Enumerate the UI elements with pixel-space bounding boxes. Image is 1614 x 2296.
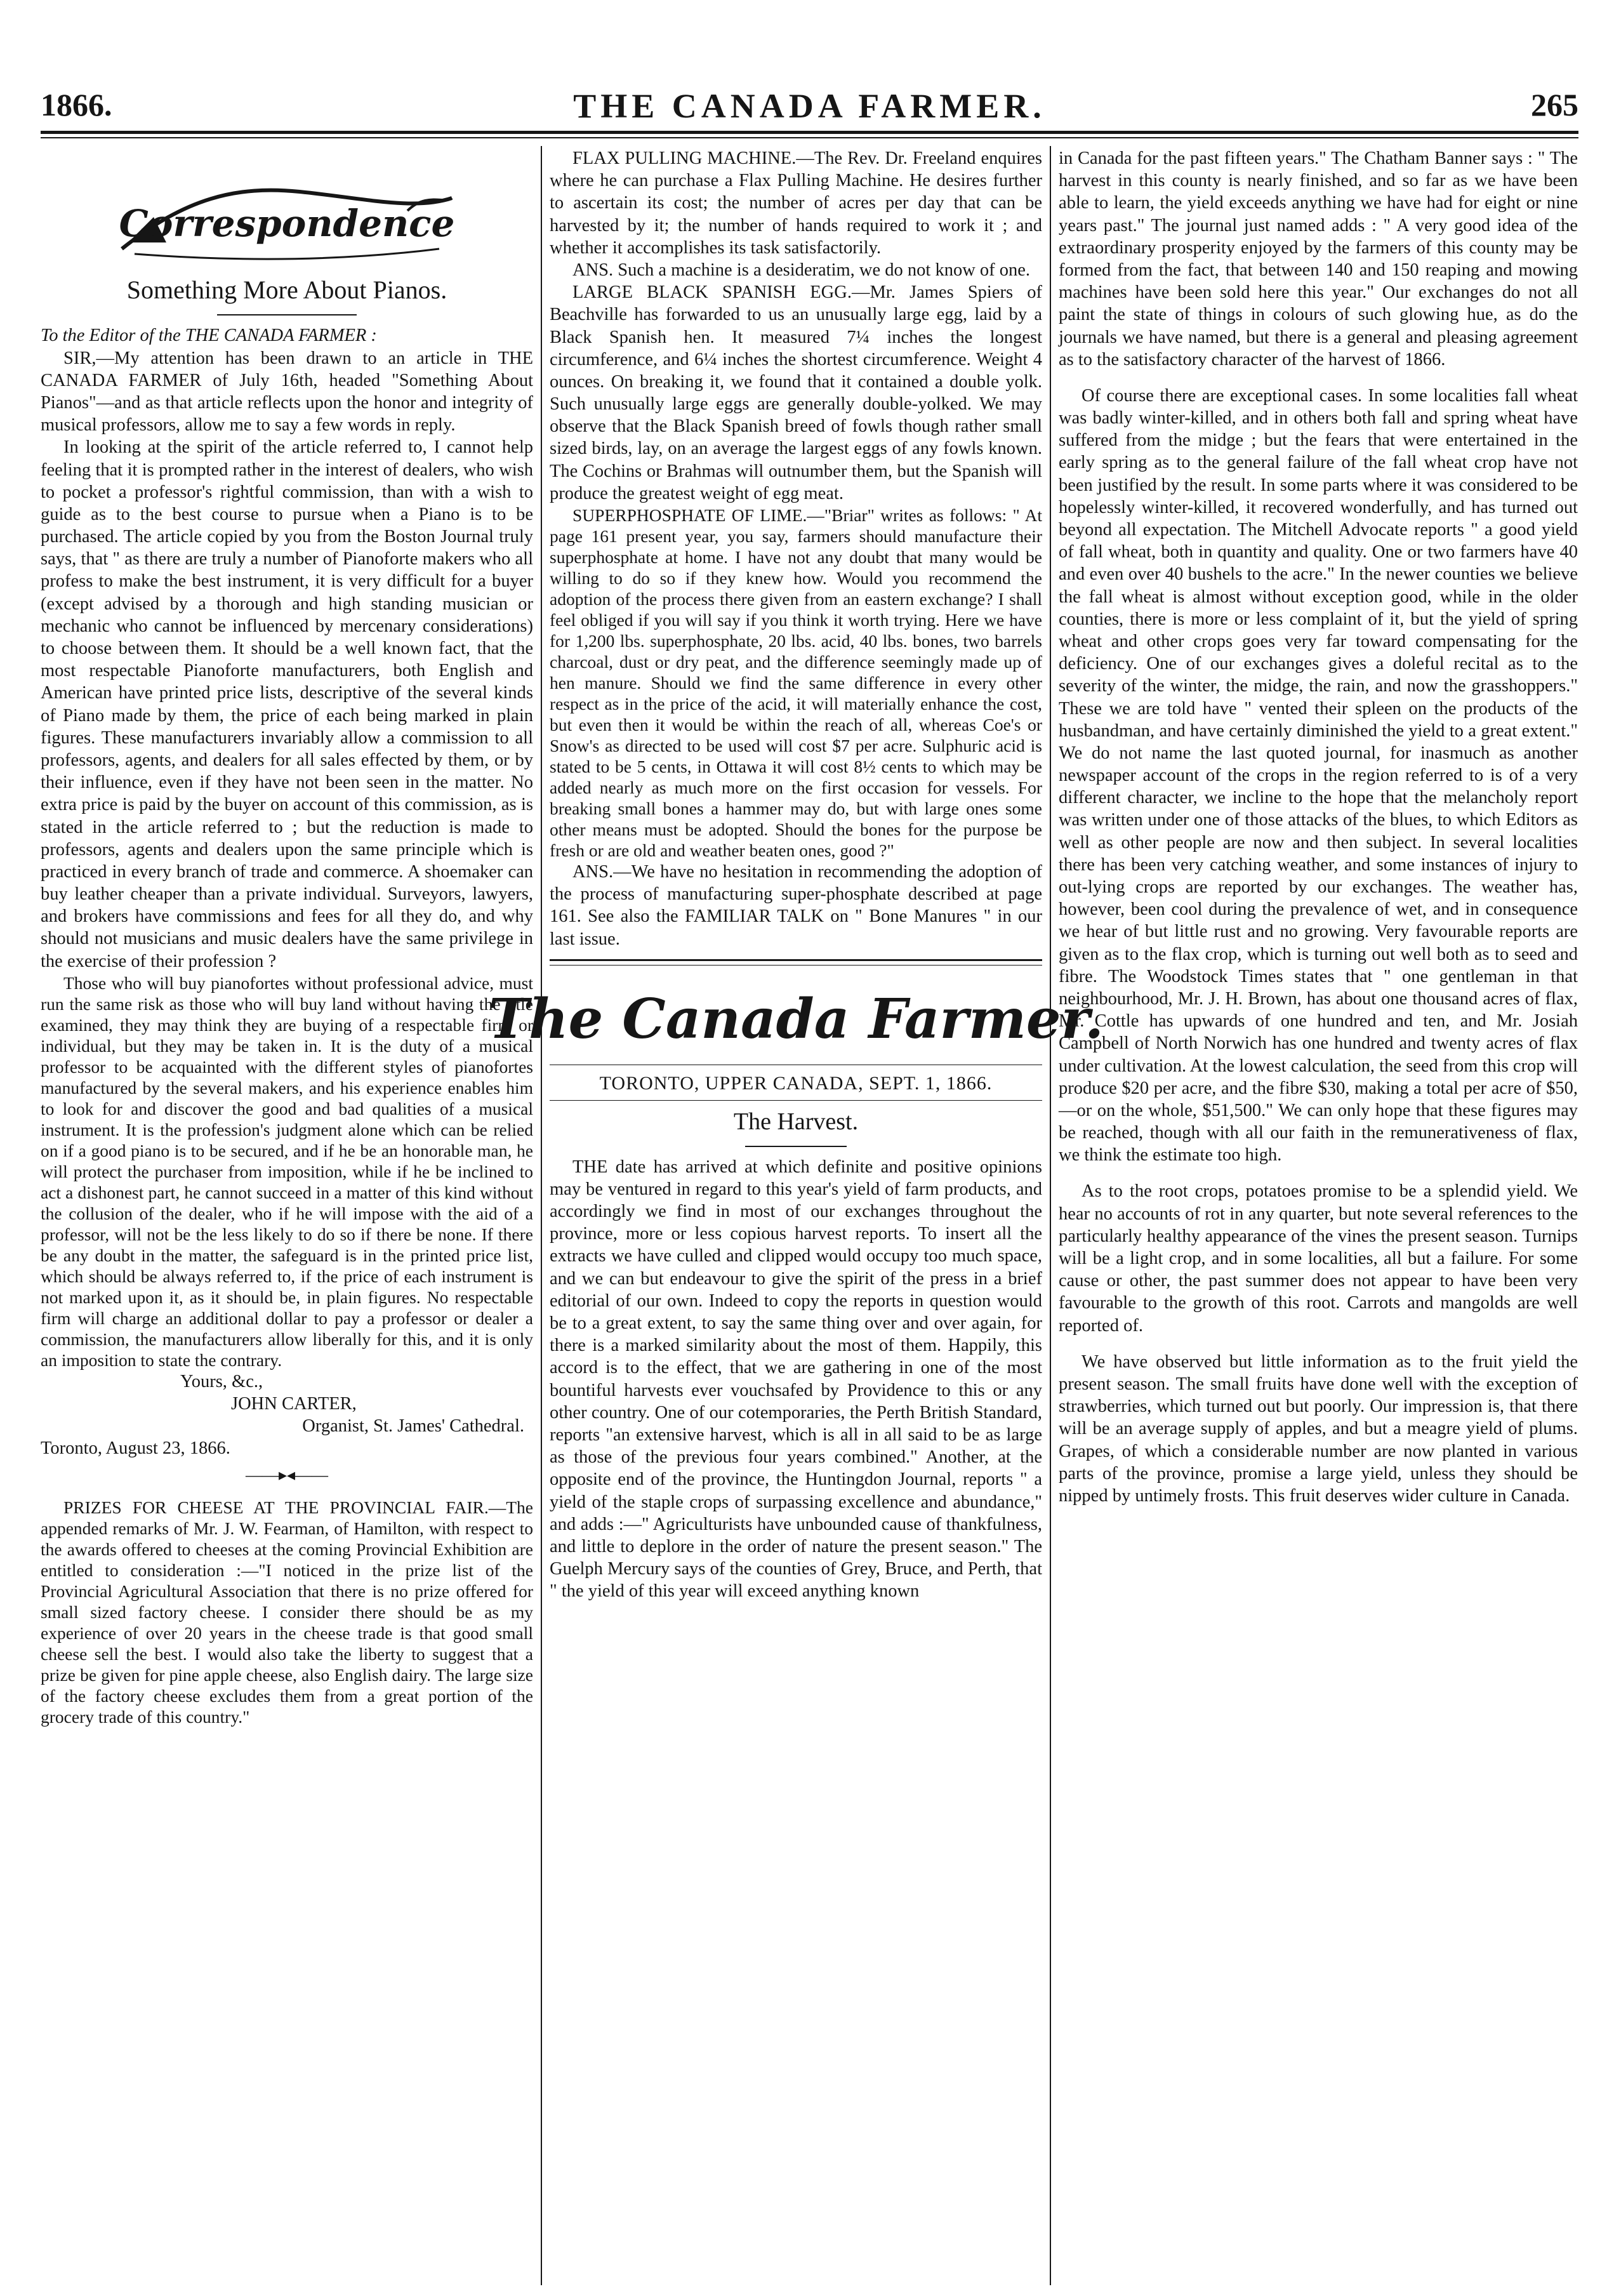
newspaper-title: THE CANADA FARMER. [573,87,1046,125]
dateline-rule [550,1100,1042,1101]
page-number: 265 [1531,87,1578,123]
signature-place: Toronto, August 23, 1866. [41,1438,230,1459]
nameplate [488,979,1104,1056]
correspondence-logo-text: Correspondence [119,202,455,245]
column-divider-2 [1050,146,1051,2285]
paragraph-fruit: We have observed but little information as to the fruit yield the present season. The small fruits have done well with the exception of strawberries, which turned out but poorly. Our impression is, that there will be an average supply of apples, and but a meagre yield of plums. Grapes, of which a considerable number are now planted in various parts of the province, promise a large yield, unless they should be nipped by untimely frosts. This fruit deserves wider culture in Canada. [1059,1351,1578,1506]
paragraph-answer: ANS.—We have no hesitation in recommending the adoption of the process of manufacturing super-phosphate described at page 161. See also the FAMILIAR TALK on " Bone Manures " in our last issue. [550,862,1042,949]
signature-name: JOHN CARTER, [231,1394,357,1414]
section-rule-thin [550,965,1042,966]
paragraph: In looking at the spirit of the article referred to, I cannot help feeling that it is prompted rather in the interest of dealers, who wish to pocket a professor's rightful commission, than with a wish to guide as to the best course to pursue when a Piano is to be purchased. The article copied by you from the Boston Journal truly says, that " as there are truly a number of Pianoforte makers who all profess to make the best instrument, it is very difficult for a buyer (except advised by a thorough and high standing musician or mechanic who cannot be influenced by mercenary considerations) to choose between them. It should be a well known fact, that the most respectable Pianoforte manufacturers, both English and American have printed price lists, descriptive of the several kinds of Piano made by them, the price of each being marked in plain figures. These manufacturers invariably allow a commission to all professors, agents, and dealers for all sales effected by them, or by their influence, even if they have not been seen in the matter. No extra price is paid by the buyer on account of this commission, as is stated in the article referred to ; but the reduction is made to professors, agents and dealers upon the same principle which is practiced in every branch of trade and commerce. A shoemaker can buy leather cheaper than a private individual. Surveyors, lawyers, and brokers have commissions and fees for all they do, and why should not musicians and music dealers have the same privilege in the exercise of their profession ? [41,437,533,971]
page-year: 1866. [41,87,112,123]
paragraph-answer: ANS. Such a machine is a desideratim, we do not know of one. [572,260,1031,280]
column-3 [1059,147,1578,1507]
paragraph: Of course there are exceptional cases. In some localities fall wheat was badly winter-killed, and in others both fall and spring wheat have suffered from the midge ; but the fears that were entertained in the early spring as to the general failure of the fall wheat crop have not been justified by the result. In some parts where it was considered to be hopelessly winter-killed, it recovered wonderfully, and has turned out beyond all expectation. The Mitchell Advocate reports " a good yield of fall wheat, both in quantity and quality. One or two farmers have 40 and even over 40 bushels to the acre." In the newer counties we believe the fall wheat is almost without exception good, while in the older counties, there is more or less complaint of it, but the yield of spring wheat and other crops goes very far toward compensating for the deficiency. One of our exchanges gives a doleful recital as to the severity of the winter, the midge, the rain, and now the grasshoppers." These we are told have " vented their spleen on the products of the husbandman, and have certainly diminished the yield to a great extent." We do not name the last quoted journal, for inasmuch as another newspaper account of the crops in the region referred to is of a very different character, we incline to the hope that the melancholy report was written under one of those attacks of the blues, to which Editors as well as other people are now and then subject. In several localities there has been very catching weather, and some instances of injury to out-lying crops are reported by our exchanges. The weather has, however, been cool during the prevalence of wet, and in consequence we hear of but little rust and no growing. Very favourable reports are given as to the flax crop, which is turning out well both as to seed and fibre. The Woodstock Times states that " one gentleman in that neighbourhood, Mr. J. H. Brown, has about one thousand acres of flax, Mr. Cottle has upwards of one hundred and ten, and Mr. Josiah Campbell of North Norwich has one hundred and twenty acres of flax under cultivation. At the lowest calculation, the seed from this crop will produce $20 per acre, and the fibre $30, making a total per acre of $50,—or on the whole, $51,500." We can only hope that these figures may be reached, though with all our faith in the remunerativeness of flax, we think the estimate too high. [1059,385,1578,1165]
paragraph-cheese-prizes: PRIZES FOR CHEESE AT THE PROVINCIAL FAIR.—The appended remarks of Mr. J. W. Fearman, of Hamilton, with respect to the awards offered to cheeses at the coming Provincial Exhibition are entitled to consideration :—"I noticed in the prize list of the Provincial Agricultural Association that there is no prize offered for small sized factory cheese. I consider there should be as my experience of over 20 years in the cheese trade is that good small cheese sell the best. I would also take the liberty to suggest that a prize be given for pine apple cheese, also English dairy. The large size of the factory cheese excludes them from a great portion of the grocery trade of this country." [41,1497,533,1727]
section-rule [550,959,1042,961]
article-heading-pianos: Something More About Pianos. [126,275,447,304]
nameplate-text: The Canada Farmer. [488,986,1104,1051]
paragraph-harvest-cont: in Canada for the past fifteen years." The Chatham Banner says : " The harvest in this county is nearly finished, and so far as we have been able to learn, the yield exceeds anything we have had for eight or nine years past." The journal just named adds : " A very good idea of the extraordinary prosperity enjoyed by the farmers of this county may be formed from the fact, that between 140 and 150 reaping and mowing machines have been sold here this year." Our exchanges do not all paint the state of things in colours of such glowing hue, as do the journals we have named, but there is a general and pleasing agreement as to the satisfactory character of the harvest of 1866. [1059,149,1578,369]
header-rule-thin [41,137,1578,138]
article-heading-harvest: The Harvest. [733,1108,859,1135]
column-divider-1 [541,146,542,2285]
signature-yours: Yours, &c., [180,1371,263,1391]
paragraph: SIR,—My attention has been drawn to an article in THE CANADA FARMER of July 16th, headed "Something About Pianos"—and as that article reflects upon the honor and integrity of musical professors, allow me to say a few words in reply. [41,348,533,435]
salutation: To the Editor of the THE CANADA FARMER : [41,326,377,346]
header-rule [41,131,1578,134]
paragraph: Those who will buy pianofortes without professional advice, must run the same risk as those who will buy land without having the title examined, they may think they are buying of a respectable firm or individual, but they may be taken in. It is the duty of a musical professor to be acquainted with the different styles of pianofortes manufactured by the several makers, and his experience enables him to look for and discover the good and bad qualities of a musical instrument. It is the profession's judgment alone which can be relied on if a good piano is to be secured, and if he be an honorable man, he will protect the purchaser from imposition, while if he be inclined to act a dishonest part, he cannot succeed in a matter of this kind without the collusion of the dealer, who if he will impose with the aid of a professor, will not be the less likely to do so if there be none. If there be any doubt in the matter, the safeguard is in the printed price list, which should be always referred to, if the price of each instrument is not marked upon it, as it should be, in plain figures. No respectable firm will charge an additional dollar to pay a professor or dealer a commission, the manufacturers allow liberally for this, and it is only an imposition to state the contrary. [41,972,533,1370]
heading-rule [217,314,357,315]
heading-rule [745,1146,847,1147]
paragraph-harvest: THE date has arrived at which definite and positive opinions may be ventured in regard to this year's yield of farm products, and accordingly we find in most of our exchanges throughout the province, more or less copious harvest reports. To insert all the extracts we have culled and clipped would occupy too much space, and we can but endeavour to give the spirit of the press in a brief editorial of our own. Indeed to copy the reports in question would be to a great extent, to say the same thing over and over again, for there is a marked similarity about the most of them. Happily, this accord is to the effect, that we are gathering in one of the most bountiful harvests ever vouchsafed by Providence to this or any other country. One of our cotemporaries, the Perth British Standard, reports "an extensive harvest, which is all in all said to be as large as those of the previous four years combined." Another, at the opposite end of the province, the Huntingdon Journal, reports " a yield of the staple crops of surpassing excellence and abundance," and adds :—" Agriculturists have unbounded cause of thankfulness, and little to deplore in the order of nature the present season." The Guelph Mercury says of the counties of Grey, Bruce, and Perth, that " the yield of this year will exceed anything known [550,1157,1042,1602]
paragraph-spanish-egg: LARGE BLACK SPANISH EGG.—Mr. James Spiers of Beachville has forwarded to us an unusually large egg, laid by a Black Spanish hen. It measured 7¼ inches the longest circumference, and 6¼ inches the shortest circumference. Weight 4 ounces. On breaking it, we found that it contained a double yolk. Such unusually large eggs are generally double-yolked. We may observe that the Black Spanish breed of fowls though rather small sized birds, lay, on an average the largest eggs of any fowls known. The Cochins or Brahmas will outnumber them, but the Spanish will produce the greatest weight of egg meat. [550,282,1042,503]
column-2 [488,147,1104,1602]
paragraph-flax-machine: FLAX PULLING MACHINE.—The Rev. Dr. Freeland enquires where he can purchase a Flax Pulling Machine. He desires further to ascertain its cost; the number of acres per day that can be harvested by it; the number of hands required to work it ; and whether it accomplishes its task satisfactorily. [550,149,1042,258]
divider-ornament: ——▸◂—— [245,1465,329,1484]
signature-title: Organist, St. James' Cathedral. [302,1416,524,1437]
dateline: TORONTO, UPPER CANADA, SEPT. 1, 1866. [599,1072,993,1094]
column-1 [41,147,533,1727]
paragraph-superphosphate: SUPERPHOSPHATE OF LIME.—"Briar" writes as follows: " At page 161 present year, you say, farmers should manufacture their superphosphate at home. I have not any doubt that many would be willing to do so if they knew how. Would you recommend the adoption of the process there given from an eastern exchange? I shall feel obliged if you will say if you think it worth trying. Here we have for 1,200 lbs. superphosphate, 20 lbs. acid, 40 lbs. bones, two barrels charcoal, dust or dry peat, and the difference seemingly made up of hen manure. Should we find the same difference in every other respect as in the price of the acid, it will materially enhance the cost, but even then it would be within the reach of all, whereas Coe's or Snow's as directed to be used will cost $7 per acre. Sulphuric acid is stated to be 5 cents, in Ottawa it will cost 8½ cents to which may be added nearly as much more on the first occasion for vessels. For breaking small bones a hammer may do, but with large ones some other means must be adopted. Should the bones for the purpose be fresh or are old and weather beaten ones, good ?" [550,505,1042,860]
correspondence-logo [109,173,465,268]
paragraph-root-crops: As to the root crops, potatoes promise to be a splendid yield. We hear no accounts of rot in any quarter, but note several references to the particularly healthy appearance of the vines the present season. Turnips will be a light crop, and in some localities, all but a failure. For some cause or other, the past summer does not appear to have been very favourable to the growth of this root. Carrots and mangolds are well reported of. [1059,1181,1578,1336]
